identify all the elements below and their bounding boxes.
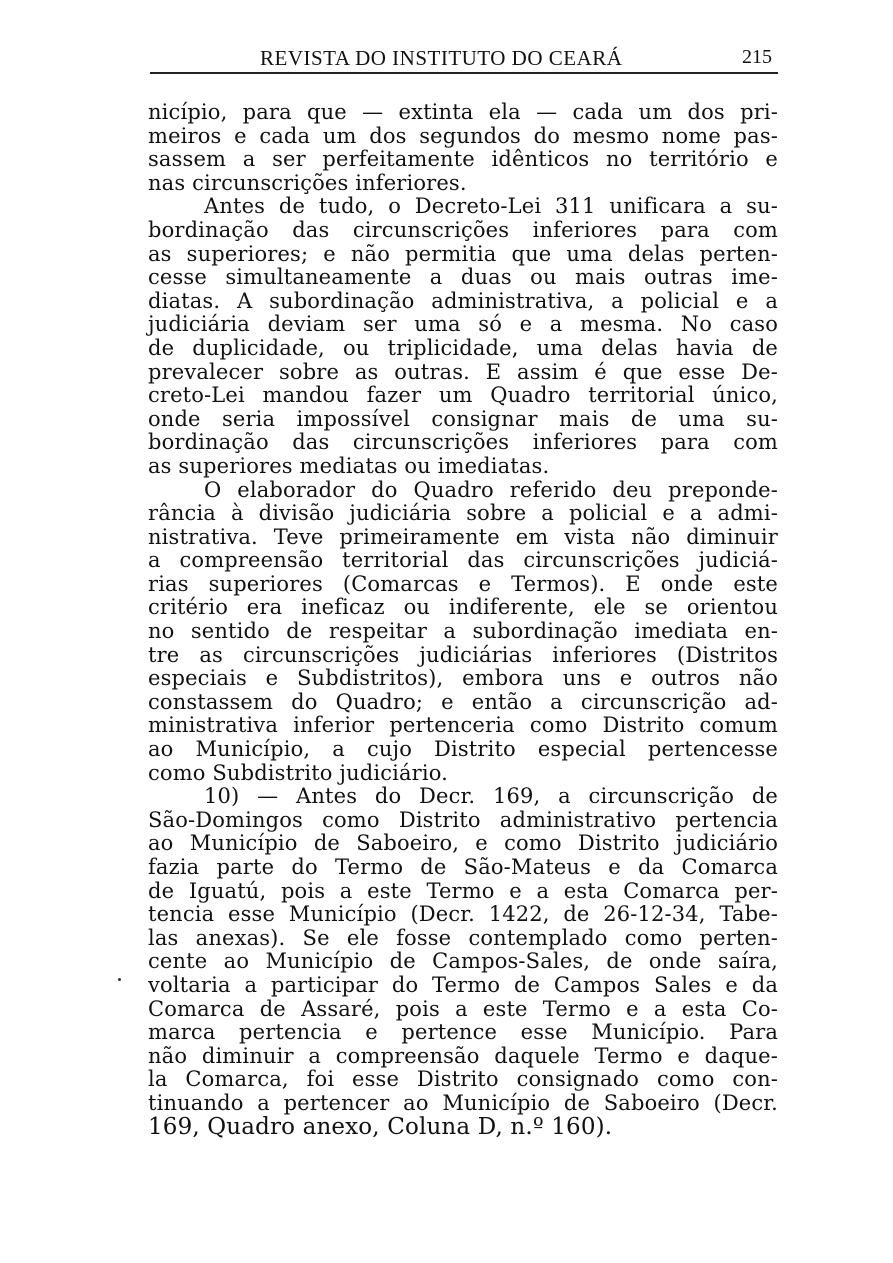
text-line: cesse simultaneamente a duas ou mais outras ime- [148,265,778,290]
text-line: nicípio, para que — extinta ela — cada um dos pri- [148,100,778,124]
text-line: Comarca de Assaré, pois a este Termo e a esta Co- [148,996,778,1021]
text-line: de duplicidade, ou triplicidade, uma delas havia de [148,335,778,360]
text-line: especiais e Subdistritos), embora uns e outros não [148,666,778,691]
text-line: onde seria impossível consignar mais de uma su- [148,406,778,431]
text-line: tencia esse Município (Decr. 1422, de 26-12-34, Tabe- [148,902,778,927]
paragraph-start-line: O elaborador do Quadro referido deu preponde- [204,477,778,502]
margin-mark [118,978,121,981]
text-line: sassem a ser perfeitamente idênticos no território e [148,147,778,172]
text-line: no sentido de respeitar a subordinação imediata en- [148,619,778,644]
running-header [150,46,778,72]
text-line: como Subdistrito judiciário. [148,760,448,785]
text-line: 169, Quadro anexo, Coluna D, n.º 160). [148,1113,613,1140]
body-text [148,101,778,1139]
text-line: tinuando a pertencer ao Município de Saboeiro (Decr. [148,1090,778,1115]
text-line: constassem do Quadro; e então a circunscrição ad- [148,689,778,714]
text-line: critério era ineficaz ou indiferente, ele se orientou [148,595,778,620]
text-line: a compreensão territorial das circunscrições judiciá- [148,548,778,573]
paragraph-start-line: 10) — Antes do Decr. 169, a circunscrição de [204,784,778,809]
text-line: as superiores; e não permitia que uma delas perten- [148,241,778,266]
text-line: São-Domingos como Distrito administrativo pertencia [148,807,778,832]
text-line: cente ao Município de Campos-Sales, de onde saíra, [148,949,778,974]
text-line: meiros e cada um dos segundos do mesmo nome pas- [148,123,778,148]
text-line: ao Município, a cujo Distrito especial pertencesse [148,737,778,762]
text-line: rância à divisão judiciária sobre a policial e a admi- [148,501,778,526]
page-number: 215 [742,46,772,68]
header-rule [150,72,778,74]
text-line: bordinação das circunscrições inferiores para com [148,430,778,455]
text-line: tre as circunscrições judiciárias inferiores (Distritos [148,642,778,667]
text-line: bordinação das circunscrições inferiores para com [148,217,778,242]
journal-title: REVISTA DO INSTITUTO DO CEARÁ [260,46,623,70]
text-line: não diminuir a compreensão daquele Termo e daque- [148,1043,778,1068]
text-line: prevalecer sobre as outras. E assim é que esse De- [148,359,778,384]
text-line: marca pertencia e pertence esse Município. Para [148,1020,778,1045]
text-line: as superiores mediatas ou imediatas. [148,453,550,478]
text-line: diatas. A subordinação administrativa, a policial e a [148,288,778,313]
text-line: nas circunscrições inferiores. [148,170,467,195]
text-line: judiciária deviam ser uma só e a mesma. No caso [148,312,778,337]
text-line: las anexas). Se ele fosse contemplado como perten- [148,925,778,950]
text-line: ministrativa inferior pertenceria como Distrito comum [148,713,778,738]
text-line: fazia parte do Termo de São-Mateus e da Comarca [148,855,778,879]
text-line: creto-Lei mandou fazer um Quadro territorial único, [148,383,778,408]
text-line: rias superiores (Comarcas e Termos). E onde este [148,571,778,596]
text-line: de Iguatú, pois a este Termo e a esta Comarca per- [148,878,778,903]
text-line: ao Município de Saboeiro, e como Distrito judiciário [148,831,778,856]
text-line: la Comarca, foi esse Distrito consignado como con- [148,1067,778,1092]
text-line: nistrativa. Teve primeiramente em vista não diminuir [148,524,778,549]
paragraph-start-line: Antes de tudo, o Decreto-Lei 311 unificara a su- [204,194,778,219]
text-line: voltaria a participar do Termo de Campos Sales e da [148,972,778,997]
